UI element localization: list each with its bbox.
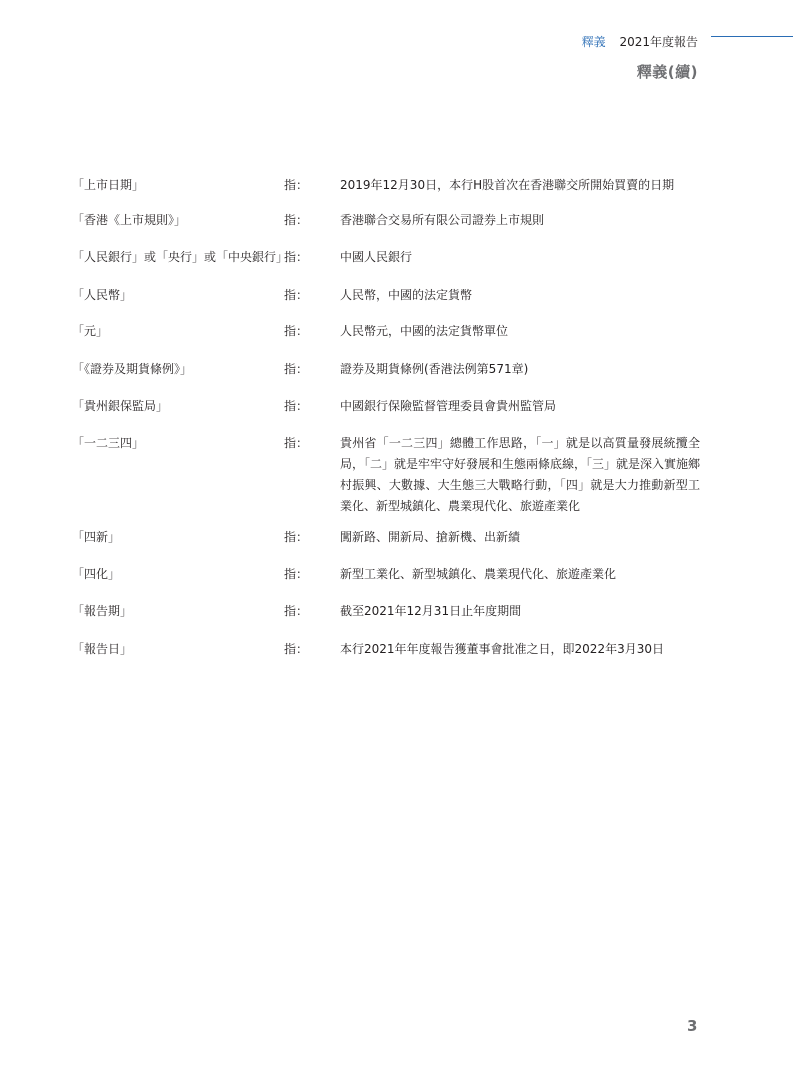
definition-term: 「人民銀行」或「央行」或「中央銀行」	[72, 250, 289, 264]
header-section-title: 釋義	[581, 35, 606, 49]
definition-separator: 指：	[284, 324, 309, 338]
definition-separator: 指：	[284, 250, 309, 264]
definition-term: 「香港《上市規則》」	[72, 213, 187, 227]
definition-separator: 指：	[284, 178, 309, 192]
definition-description: 人民幣，中國的法定貨幣	[340, 288, 473, 302]
definition-description: 本行2021年年度報告獲董事會批准之日，即2022年3月30日	[340, 642, 664, 656]
definition-row	[72, 564, 712, 585]
definition-term: 「元」	[72, 324, 109, 338]
running-header	[582, 34, 698, 50]
definition-description: 2019年12月30日，本行H股首次在香港聯交所開始買賣的日期	[340, 178, 675, 192]
definition-term: 「四化」	[72, 567, 121, 581]
definition-description: 人民幣元，中國的法定貨幣單位	[340, 324, 509, 338]
definition-row	[72, 639, 712, 660]
definition-row	[72, 175, 712, 196]
definition-term: 「《證券及期貨條例》」	[72, 362, 193, 376]
definition-description: 貴州省「一二三四」總體工作思路，「一」就是以高質量發展統攬全局，「二」就是牢牢守好發展和生態兩條底線，「三」就是深入實施鄉村振興、大數據、大生態三大戰略行動，「四」就是大力推動新型工業化、新型城鎮化、農業現代化、旅遊產業化	[340, 436, 701, 513]
definition-separator: 指：	[284, 436, 309, 450]
definition-row	[72, 285, 712, 306]
header-report-title: 2021年度報告	[619, 35, 698, 49]
page-number: 3	[687, 1017, 698, 1035]
definition-separator: 指：	[284, 213, 309, 227]
definition-description: 證券及期貨條例(香港法例第571章)	[340, 362, 529, 376]
definition-term: 「貴州銀保監局」	[72, 399, 169, 413]
definition-row	[72, 359, 712, 380]
definition-row	[72, 433, 712, 517]
definition-row	[72, 321, 712, 342]
definition-term: 「一二三四」	[72, 436, 145, 450]
definition-row	[72, 396, 712, 417]
definition-description: 香港聯合交易所有限公司證券上市規則	[340, 213, 545, 227]
definition-row	[72, 601, 712, 622]
definition-description: 中國銀行保險監督管理委員會貴州監管局	[340, 399, 557, 413]
definition-description: 中國人民銀行	[340, 250, 413, 264]
definition-separator: 指：	[284, 530, 309, 544]
definitions-list	[72, 175, 712, 656]
definition-row	[72, 247, 712, 268]
definition-separator: 指：	[284, 362, 309, 376]
definition-separator: 指：	[284, 642, 309, 656]
page-title: 釋義(續)	[636, 63, 698, 81]
definition-description: 闖新路、開新局、搶新機、出新績	[340, 530, 521, 544]
definition-description: 截至2021年12月31日止年度期間	[340, 604, 522, 618]
definition-separator: 指：	[284, 399, 309, 413]
definition-term: 「報告日」	[72, 642, 133, 656]
definition-term: 「人民幣」	[72, 288, 133, 302]
header-rule	[711, 36, 793, 37]
definition-row	[72, 527, 712, 548]
definition-separator: 指：	[284, 567, 309, 581]
definition-row	[72, 210, 712, 231]
definition-description: 新型工業化、新型城鎮化、農業現代化、旅遊產業化	[340, 567, 617, 581]
definition-term: 「上市日期」	[72, 178, 145, 192]
definition-separator: 指：	[284, 604, 309, 618]
definition-separator: 指：	[284, 288, 309, 302]
definition-term: 「報告期」	[72, 604, 133, 618]
definition-term: 「四新」	[72, 530, 121, 544]
